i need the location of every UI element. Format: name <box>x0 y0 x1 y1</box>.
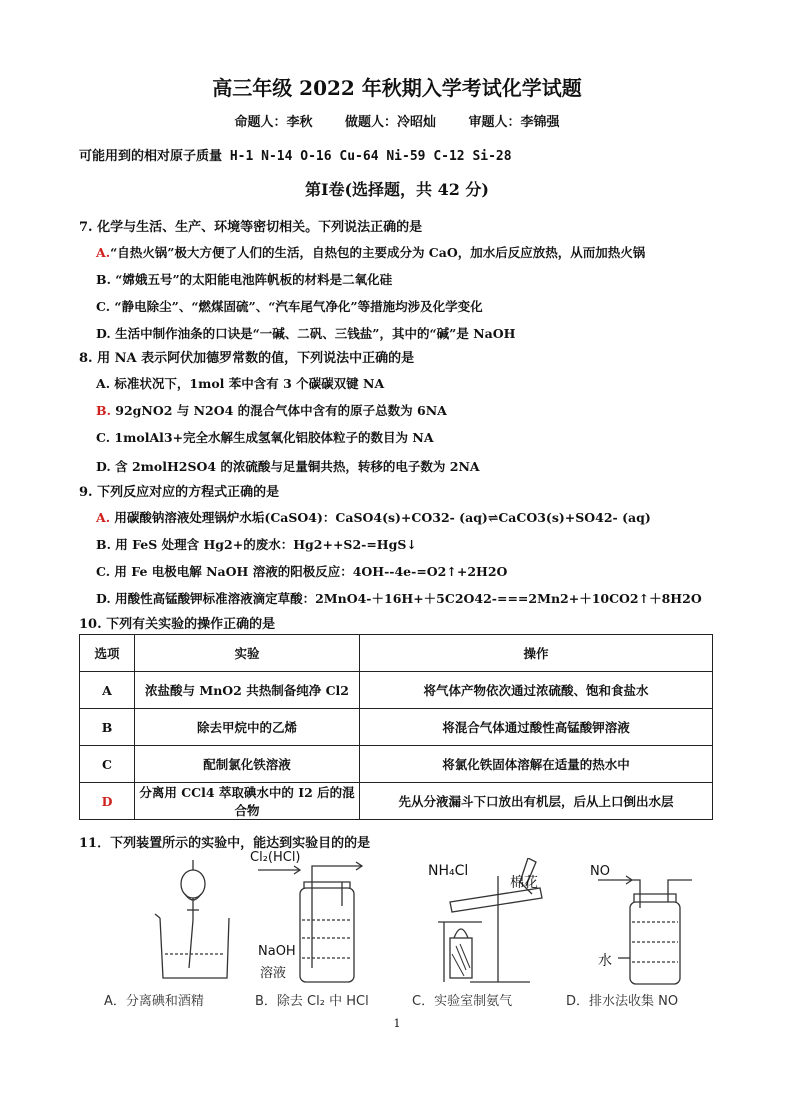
table-header: 操作 <box>360 635 713 672</box>
apparatus-a-diagram <box>105 858 235 988</box>
q10-stem: 10. 下列有关实验的操作正确的是 <box>79 617 276 632</box>
caption-a: A．分离碘和酒精 <box>104 994 204 1009</box>
q7-option-b: B. “嫦娥五号”的太阳能电池阵帆板的材料是二氧化硅 <box>96 272 393 287</box>
authors-line <box>0 111 794 130</box>
q7-option-c: C. “静电除尘”、“燃煤固硫”、“汽车尾气净化”等措施均涉及化学变化 <box>96 299 483 314</box>
q7-option-a-text: “自热火锅”极大方便了人们的生活，自热包的主要成分为 CaO，加水后反应放热，从而加热火锅 <box>110 245 646 260</box>
table-cell: 将混合气体通过酸性高锰酸钾溶液 <box>360 709 713 746</box>
q11-stem: 11．下列装置所示的实验中，能达到实验目的的是 <box>79 836 371 851</box>
q8-option-a: A. 标准状况下，1mol 苯中含有 3 个碳碳双键 NA <box>96 376 385 391</box>
table-cell: 配制氯化铁溶液 <box>135 746 360 783</box>
table-header: 选项 <box>80 635 135 672</box>
q9-stem: 9. 下列反应对应的方程式正确的是 <box>79 485 280 500</box>
table-row <box>80 672 713 709</box>
table-header: 实验 <box>135 635 360 672</box>
table-cell: C <box>80 746 135 783</box>
caption-b: B．除去 Cl₂ 中 HCl <box>255 994 369 1009</box>
caption-d: D．排水法收集 NO <box>566 994 679 1009</box>
caption-c: C．实验室制氨气 <box>412 994 513 1009</box>
label-b-naoh: NaOH <box>258 944 296 959</box>
label-d-no: NO <box>590 864 610 879</box>
section-heading: 第Ⅰ卷(选择题，共 42 分) <box>304 180 490 199</box>
q8-stem: 8. 用 NA 表示阿伏加德罗常数的值，下列说法中正确的是 <box>79 351 415 366</box>
label-b-gas: Cl₂(HCl) <box>250 850 301 865</box>
q9-option-b: B. 用 FeS 处理含 Hg2+的废水：Hg2++S2-=HgS↓ <box>96 537 417 552</box>
table-cell: A <box>80 672 135 709</box>
q8-option-b <box>96 401 447 419</box>
q9-option-a-text: 用碳酸钠溶液处理锅炉水垢(CaSO4)：CaSO4(s)+CO32- (aq)⇌CaCO3(s)+SO42- (aq) <box>110 510 651 525</box>
q10-table <box>79 634 713 820</box>
q8-option-c: C. 1molAl3+完全水解生成氢氧化铝胶体粒子的数目为 NA <box>96 430 434 445</box>
label-d-water: 水 <box>598 953 612 969</box>
author-solver: 做题人：冷昭灿 <box>344 115 436 130</box>
label-c-nh4cl: NH₄Cl <box>428 863 469 879</box>
author-reviewer: 审题人：李锦强 <box>468 115 560 130</box>
answer-marker: A. <box>96 245 111 260</box>
q9-option-c: C. 用 Fe 电极电解 NaOH 溶液的阳极反应：4OH--4e-=O2↑+2H2O <box>96 564 508 579</box>
q8-option-d: D. 含 2molH2SO4 的浓硫酸与足量铜共热，转移的电子数为 2NA <box>96 459 480 474</box>
atomic-masses: 可能用到的相对原子质量 H-1 N-14 O-16 Cu-64 Ni-59 C-12 Si-28 <box>79 149 512 164</box>
q7-option-a <box>96 243 645 261</box>
label-c-cotton: 棉花 <box>510 875 538 891</box>
q8-option-b-text: 92gNO2 与 N2O4 的混合气体中含有的原子总数为 6NA <box>110 403 447 418</box>
table-cell: 先从分液漏斗下口放出有机层，后从上口倒出水层 <box>360 783 713 820</box>
table-cell: 分离用 CCl4 萃取碘水中的 I2 后的混合物 <box>135 783 360 820</box>
table-cell: 除去甲烷中的乙烯 <box>135 709 360 746</box>
q9-option-a <box>96 508 651 526</box>
label-b-solution: 溶液 <box>260 966 287 981</box>
q7-stem: 7. 化学与生活、生产、环境等密切相关。下列说法正确的是 <box>79 220 423 235</box>
table-cell: 浓盐酸与 MnO2 共热制备纯净 Cl2 <box>135 672 360 709</box>
table-cell: 将气体产物依次通过浓硫酸、饱和食盐水 <box>360 672 713 709</box>
table-header-row <box>80 635 713 672</box>
q9-option-d: D. 用酸性高锰酸钾标准溶液滴定草酸：2MnO4-＋16H+＋5C2O42-===2Mn2+＋10CO2↑＋8H2O <box>96 591 702 606</box>
table-cell-answer: D <box>80 783 135 820</box>
table-row <box>80 709 713 746</box>
answer-marker: B. <box>96 403 111 418</box>
author-setter: 命题人：李秋 <box>234 115 313 130</box>
page-number: 1 <box>393 1017 401 1030</box>
table-cell: 将氯化铁固体溶解在适量的热水中 <box>360 746 713 783</box>
q7-option-d: D. 生活中制作油条的口诀是“一碱、二矾、三钱盐”，其中的“碱”是 NaOH <box>96 326 516 341</box>
table-cell: B <box>80 709 135 746</box>
answer-marker: A. <box>96 510 111 525</box>
table-row <box>80 746 713 783</box>
table-row <box>80 783 713 820</box>
page-title: 高三年级 2022 年秋期入学考试化学试题 <box>212 76 582 100</box>
